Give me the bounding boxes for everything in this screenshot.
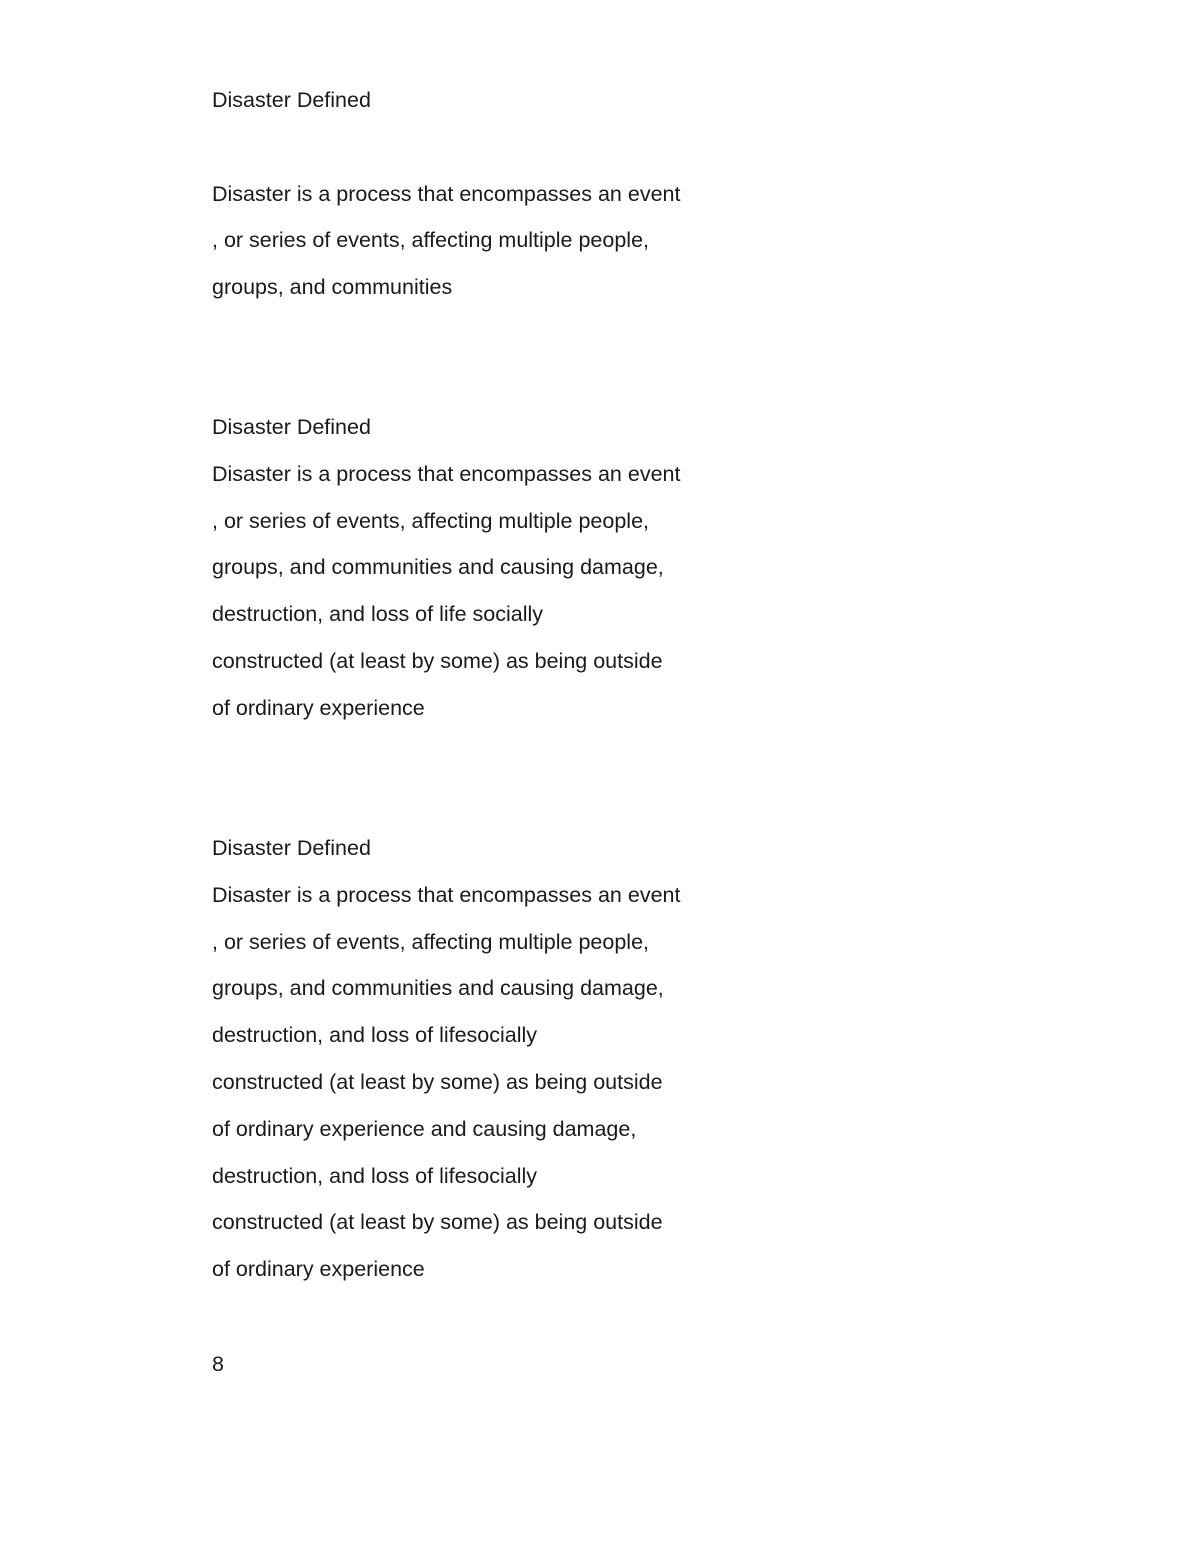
- body-line: destruction, and loss of life socially: [212, 602, 544, 627]
- body-line: Disaster is a process that encompasses an event: [212, 181, 681, 206]
- body-line: constructed (at least by some) as being outside: [212, 1210, 663, 1235]
- body-line: constructed (at least by some) as being outside: [212, 1069, 663, 1094]
- body-line: groups, and communities and causing damage,: [212, 555, 664, 580]
- body-line: , or series of events, affecting multiple people,: [212, 228, 650, 253]
- body-line: destruction, and loss of lifesocially: [212, 1023, 538, 1048]
- body-line: groups, and communities and causing damage,: [212, 976, 664, 1001]
- body-line: , or series of events, affecting multiple people,: [212, 929, 650, 954]
- body-line: of ordinary experience: [212, 695, 425, 720]
- section-heading: Disaster Defined: [212, 88, 371, 112]
- section-2: [212, 404, 772, 732]
- body-line: destruction, and loss of lifesocially: [212, 1163, 538, 1188]
- section-heading: Disaster Defined: [212, 836, 371, 860]
- body-line: Disaster is a process that encompasses an event: [212, 461, 681, 486]
- section-3: [212, 825, 772, 1293]
- blank-line: [212, 124, 772, 171]
- section-1: [212, 77, 772, 311]
- body-line: Disaster is a process that encompasses an event: [212, 882, 681, 907]
- body-line: groups, and communities: [212, 275, 453, 300]
- body-line: , or series of events, affecting multiple people,: [212, 508, 650, 533]
- body-line: of ordinary experience and causing damage,: [212, 1116, 637, 1141]
- body-line: constructed (at least by some) as being outside: [212, 648, 663, 673]
- page-number: 8: [212, 1352, 224, 1376]
- section-heading: Disaster Defined: [212, 415, 371, 439]
- body-line: of ordinary experience: [212, 1257, 425, 1282]
